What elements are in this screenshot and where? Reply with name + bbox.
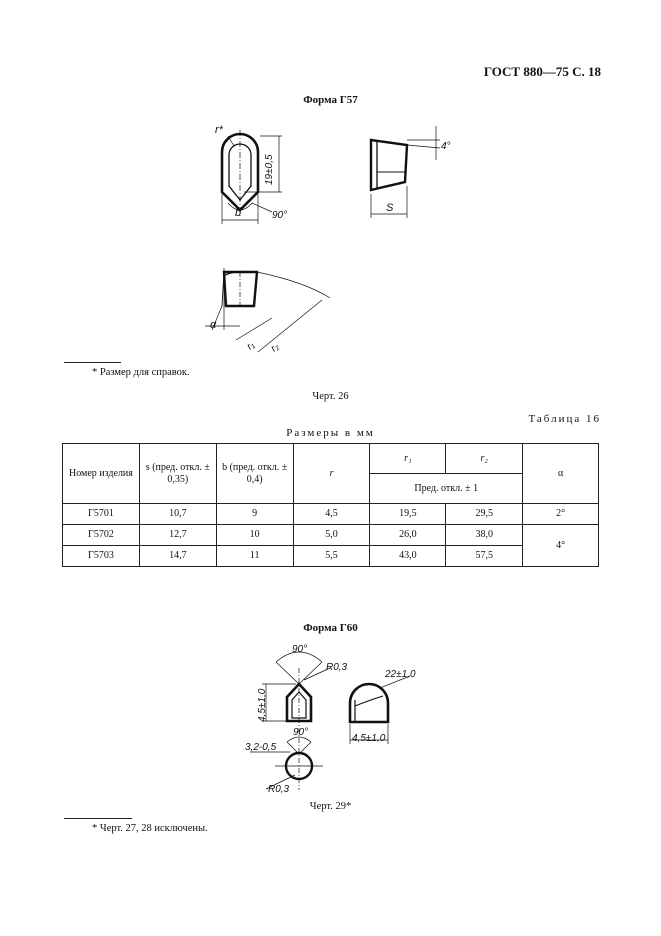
insert-arc-view xyxy=(205,268,330,355)
cell-item: Г5701 xyxy=(63,504,140,525)
cell-s: 14,7 xyxy=(139,546,216,567)
g60-side-view xyxy=(350,676,410,744)
thickness-s-label: S xyxy=(386,202,394,214)
cell-r2: 29,5 xyxy=(446,504,523,525)
tilt-angle-label: 4° xyxy=(441,141,451,152)
cell-b: 11 xyxy=(216,546,293,567)
header-s: s (пред. откл. ± 0,35) xyxy=(139,444,216,504)
header-r1: r₁ xyxy=(370,444,446,474)
footnote-reference: * Размер для справок. xyxy=(92,367,190,378)
cell-alpha: 4° xyxy=(523,525,599,567)
g60-angle-right-label: 22±1,0 xyxy=(385,669,416,680)
cell-item: Г5702 xyxy=(63,525,140,546)
table-caption: Размеры в мм xyxy=(286,427,375,439)
cell-b: 10 xyxy=(216,525,293,546)
r2-label: r₂ xyxy=(268,341,282,355)
drawing-caption-29: Черт. 29* xyxy=(309,801,352,812)
header-r: r xyxy=(293,444,370,504)
g60-radius-bottom-label: R0,3 xyxy=(268,784,290,795)
height-dim-label: 19±0,5 xyxy=(264,154,275,185)
g60-angle-bottom-label: 90° xyxy=(293,727,309,738)
g60-width-label: 4,5±1,0 xyxy=(352,733,386,744)
cell-r: 5,0 xyxy=(293,525,370,546)
header-r2: r₂ xyxy=(446,444,523,474)
cell-r1: 26,0 xyxy=(370,525,446,546)
header-tolerance: Пред. откл. ± 1 xyxy=(370,474,523,504)
table-row xyxy=(63,504,599,525)
cell-r1: 19,5 xyxy=(370,504,446,525)
g60-dim-left-label: 3,2-0,5 xyxy=(245,742,277,753)
cell-r2: 38,0 xyxy=(446,525,523,546)
angle-90-label: 90° xyxy=(272,210,288,221)
cell-r1: 43,0 xyxy=(370,546,446,567)
table-row xyxy=(63,525,599,546)
header-b: b (пред. откл. ± 0,4) xyxy=(216,444,293,504)
header-item-number: Номер изделия xyxy=(63,444,140,504)
width-b-label: b xyxy=(235,207,242,219)
page-header: ГОСТ 880—75 С. 18 xyxy=(483,64,601,79)
cell-b: 9 xyxy=(216,504,293,525)
drawing-caption-26: Черт. 26 xyxy=(312,391,349,402)
table-row xyxy=(63,546,599,567)
table-number: Таблица 16 xyxy=(528,413,601,425)
g60-bottom-view xyxy=(250,728,323,790)
form-g60-title: Форма Г60 xyxy=(303,622,358,634)
header-alpha: α xyxy=(523,444,599,504)
cell-r2: 57,5 xyxy=(446,546,523,567)
g60-radius-top-label: R0,3 xyxy=(326,662,348,673)
g60-angle-top-label: 90° xyxy=(292,644,308,655)
cell-alpha: 2° xyxy=(523,504,599,525)
r1-label: r₁ xyxy=(244,339,257,353)
table-header-row xyxy=(63,444,599,474)
footnote-excluded: * Черт. 27, 28 исключены. xyxy=(92,823,208,834)
form-g57-title: Форма Г57 xyxy=(303,94,358,106)
g60-front-view xyxy=(262,652,330,728)
cell-r: 5,5 xyxy=(293,546,370,567)
cell-s: 12,7 xyxy=(139,525,216,546)
alpha-label: α xyxy=(210,319,217,331)
cell-item: Г5703 xyxy=(63,546,140,567)
cell-s: 10,7 xyxy=(139,504,216,525)
cell-r: 4,5 xyxy=(293,504,370,525)
radius-r-label: r* xyxy=(215,124,223,136)
insert-side-view xyxy=(371,126,440,218)
footnote-rule xyxy=(64,362,121,363)
g60-height-label: 4,5±1,0 xyxy=(257,688,268,722)
insert-front-view xyxy=(222,130,282,224)
footnote-rule xyxy=(64,818,132,819)
dimensions-table xyxy=(62,443,599,567)
